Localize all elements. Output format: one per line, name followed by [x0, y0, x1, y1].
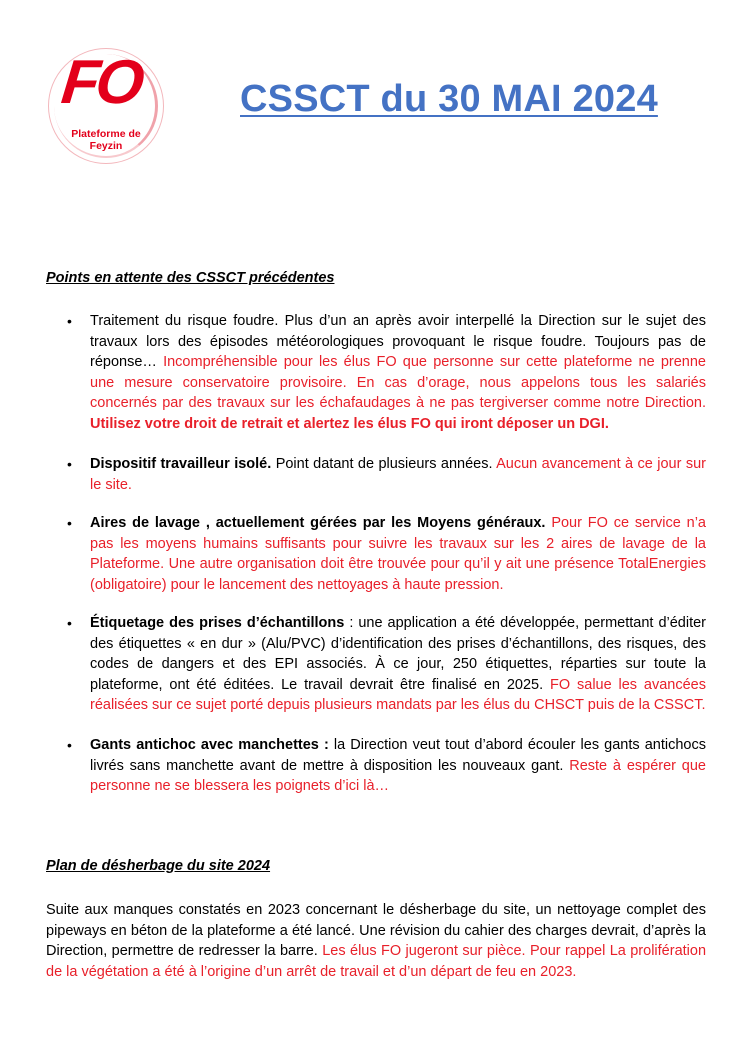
- fo-logo: [48, 48, 166, 166]
- logo-subtitle-line2: Feyzin: [89, 140, 123, 153]
- pending-points-list: [46, 311, 706, 435]
- logo-subtitle-line1: Plateforme de: [71, 128, 141, 140]
- paragraph-red-text: Les élus FO jugeront sur pièce. Pour rappel La prolifération de la végétation a été à l’origine d’un arrêt de travail et d’un départ de feu en 2023.: [46, 943, 707, 980]
- list-item-lightning-risk: [46, 311, 706, 435]
- bullet-icon: •: [67, 615, 72, 631]
- bullet-icon: •: [67, 456, 72, 472]
- item-text: Point datant de plusieurs années.: [271, 456, 497, 472]
- item-red-text: Aucun avancement à ce jour sur le site.: [90, 456, 706, 493]
- list-item-washing-areas: [46, 513, 706, 595]
- pending-points-list: [46, 735, 706, 797]
- item-red-text: Reste à espérer que personne ne se blessera les poignets d’ici là…: [90, 757, 706, 795]
- pending-points-list: [46, 454, 706, 495]
- list-item-sample-labeling: [46, 613, 706, 716]
- list-item-impact-gloves: [46, 735, 706, 797]
- item-bold: Aires de lavage , actuellement gérées par les Moyens généraux.: [90, 515, 546, 531]
- logo-subtitle: [58, 128, 154, 152]
- item-bold: Dispositif travailleur isolé.: [90, 456, 272, 472]
- paragraph-text: Suite aux manques constatés en 2023 concernant le désherbage du site, un nettoyage complet des pipeways en béton de la plateforme a été lancé. Une révision du cahier des charges devrait, d’après la Direction, permettre de redresser la barre.: [46, 902, 706, 960]
- weeding-plan-paragraph: [46, 900, 706, 982]
- bullet-icon: •: [67, 737, 72, 753]
- item-red-bold-text: Utilisez votre droit de retrait et alertez les élus FO qui iront déposer un DGI.: [90, 415, 609, 432]
- item-text: : une application a été développée, permettant d’éditer des étiquettes « en dur » (Alu/PVC) d’identification des prises d’échantillons, des risques, des codes de dangers et des EPI associés. À ce jour, 250 étiquettes, réparties sur toute la plateforme, ont été éditées. Le travail devrait être finalisé en 2025.: [90, 615, 706, 693]
- logo-mark: FO: [58, 48, 144, 117]
- item-bold: Étiquetage des prises d’échantillons: [90, 615, 345, 631]
- item-red-text: FO salue les avancées réalisées sur ce sujet porté depuis plusieurs mandats par les élus du CHSCT puis de la CSSCT.: [90, 676, 706, 714]
- item-text: la Direction veut tout d’abord écouler les gants antichocs livrés sans manchette avant de mettre à disposition les nouveaux gant.: [90, 737, 706, 774]
- pending-points-list: [46, 513, 706, 595]
- bullet-icon: •: [67, 313, 72, 329]
- document-title: CSSCT du 30 MAI 2024: [240, 78, 658, 120]
- section-heading-pending-points: Points en attente des CSSCT précédentes: [46, 270, 335, 286]
- pending-points-list: [46, 613, 706, 716]
- item-red-text: Pour FO ce service n’a pas les moyens humains suffisants pour suivre les travaux sur les 2 aires de lavage de la Plateforme. Une autre organisation doit être trouvée pour qu’il y ait une présence TotalEnergies (obligatoire) pour le lancement des nettoyages à haute pression.: [90, 515, 706, 593]
- item-red-text: Incompréhensible pour les élus FO que personne sur cette plateforme ne prenne une mesure conservatoire provisoire. En cas d’orage, nous appelons tous les salariés concernés par des travaux sur les échafaudages à ne pas tergiverser comme notre Direction.: [90, 354, 706, 412]
- bullet-icon: •: [67, 515, 72, 531]
- item-bold: Gants antichoc avec manchettes :: [90, 737, 329, 753]
- list-item-isolated-worker: [46, 454, 706, 495]
- section-heading-weeding-plan: Plan de désherbage du site 2024: [46, 858, 271, 874]
- item-text: Traitement du risque foudre. Plus d’un an après avoir interpellé la Direction sur le sujet des travaux lors des épisodes météorologiques provoquant le risque foudre. Toujours pas de réponse…: [90, 313, 706, 371]
